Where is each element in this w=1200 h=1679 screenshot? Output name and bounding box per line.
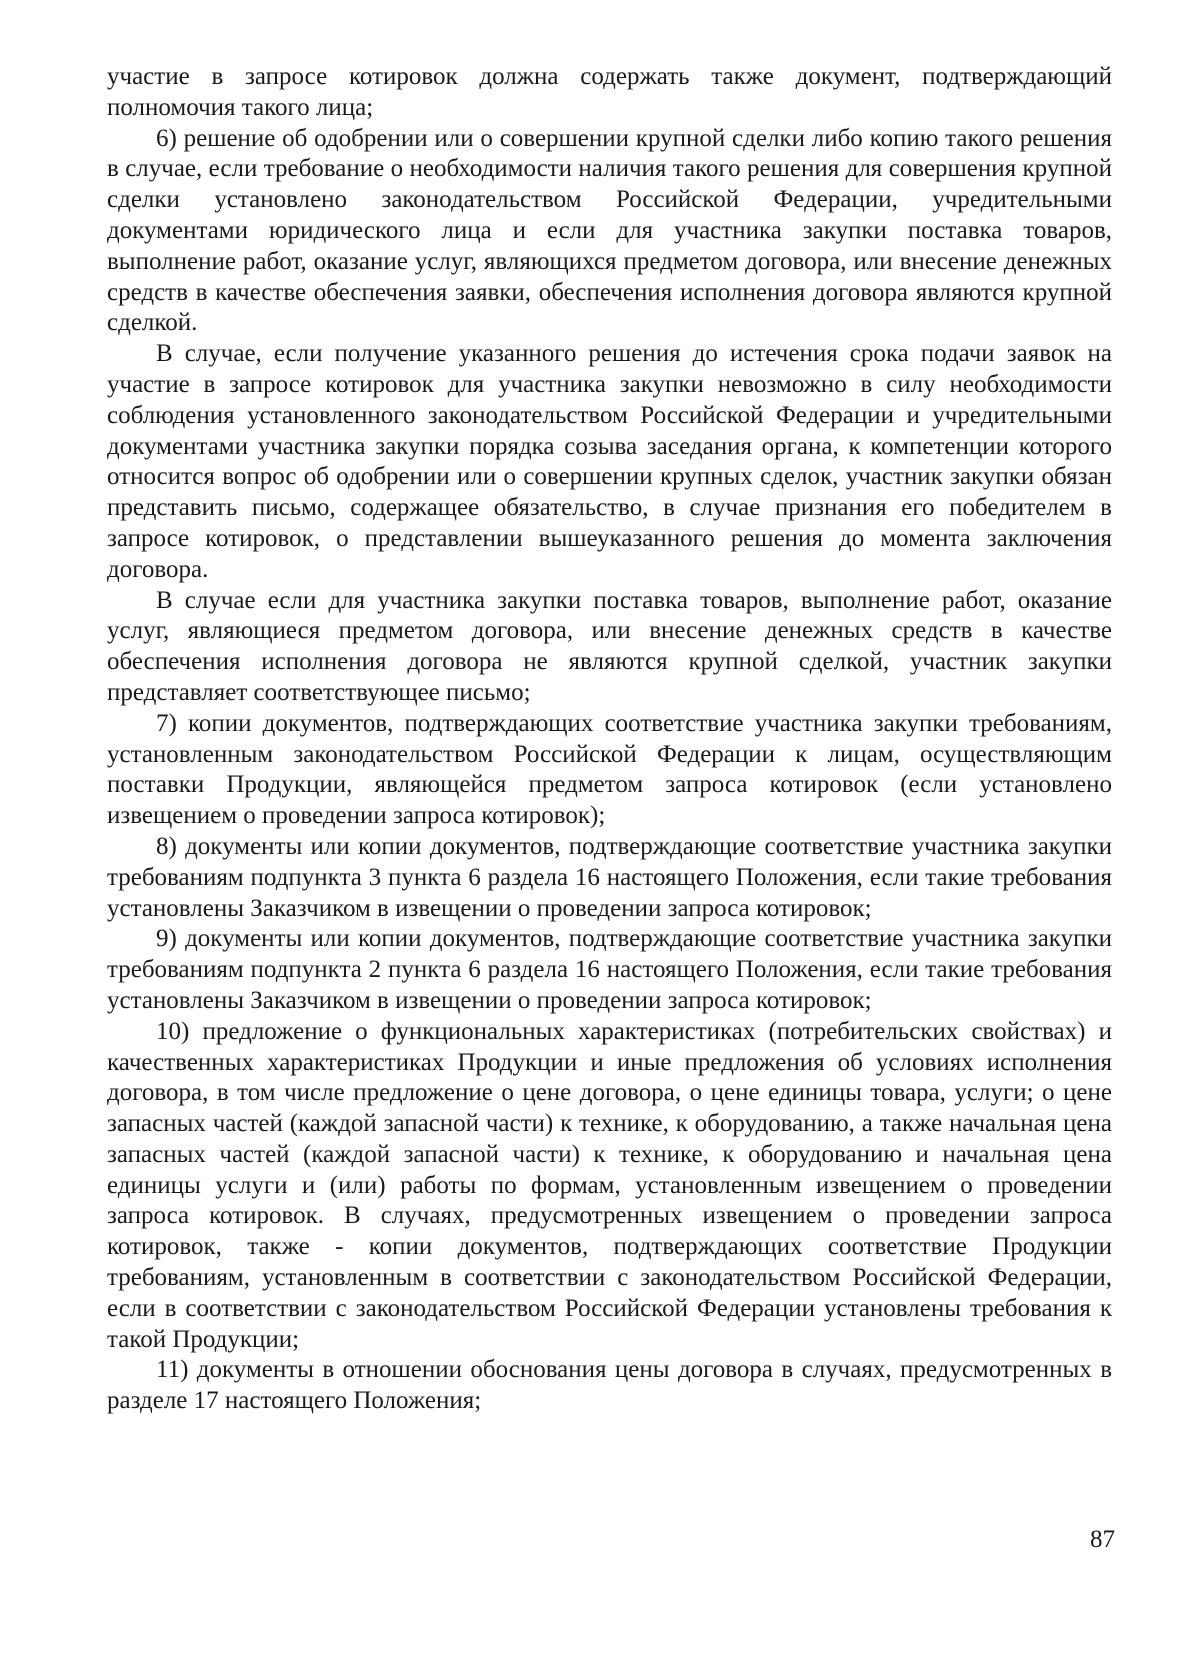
paragraph-item-9: 9) документы или копии документов, подтверждающие соответствие участника закупки требованиям подпункта 2 пункта 6 раздела 16 настоящего Положения, если такие требования установлены Заказчиком в извещении о проведении запроса котировок; <box>107 925 1112 1014</box>
paragraph-item-10: 10) предложение о функциональных характеристиках (потребительских свойствах) и качественных характеристиках Продукции и иные предложения об условиях исполнения договора, в том числе предложение о цене договора, о цене единицы товара, услуги; о цене запасных частей (каждой запасной части) к технике, к оборудованию, а также начальная цена запасных частей (каждой запасной части) к технике, к оборудованию и начальная цена единицы услуги и (или) работы по формам, установленным извещением о проведении запроса котировок. В случаях, предусмотренных извещением о проведении запроса котировок, также - копии документов, подтверждающих соответствие Продукции требованиям, установленным в соответствии с законодательством Российской Федерации, если в соответствии с законодательством Российской Федерации установлены требования к такой Продукции; <box>107 1017 1112 1353</box>
paragraph-item-7: 7) копии документов, подтверждающих соответствие участника закупки требованиям, установленным законодательством Российской Федерации к лицам, осуществляющим поставки Продукции, являющейся предметом запроса котировок (если установлено извещением о проведении запроса котировок); <box>107 709 1112 830</box>
paragraph-item-6: 6) решение об одобрении или о совершении крупной сделки либо копию такого решения в случае, если требование о необходимости наличия такого решения для совершения крупной сделки установлено законодательством Российской Федерации, учредительными документами юридического лица и если для участника закупки поставка товаров, выполнение работ, оказание услуг, являющихся предметом договора, или внесение денежных средств в качестве обеспечения заявки, обеспечения исполнения договора являются крупной сделкой. <box>107 124 1112 337</box>
page-number: 87 <box>1090 1526 1115 1553</box>
paragraph-not-large-deal: В случае если для участника закупки поставка товаров, выполнение работ, оказание услуг, являющиеся предметом договора, или внесение денежных средств в качестве обеспечения исполнения договора не являются крупной сделкой, участник закупки представляет соответствующее письмо; <box>107 586 1112 706</box>
document-text <box>107 62 1112 1417</box>
paragraph-large-deal-approval: В случае, если получение указанного решения до истечения срока подачи заявок на участие в запросе котировок для участника закупки невозможно в силу необходимости соблюдения установленного законодательством Российской Федерации и учредительными документами участника закупки порядка созыва заседания органа, к компетенции которого относится вопрос об одобрении или о совершении крупных сделок, участник закупки обязан представить письмо, содержащее обязательство, в случае признания его победителем в запросе котировок, о представлении вышеуказанного решения до момента заключения договора. <box>107 340 1112 583</box>
paragraph-item-11: 11) документы в отношении обоснования цены договора в случаях, предусмотренных в разделе 17 настоящего Положения; <box>107 1356 1112 1415</box>
paragraph-continuation: участие в запросе котировок должна содержать также документ, подтверждающий полномочия такого лица; <box>107 63 1112 121</box>
paragraph-item-8: 8) документы или копии документов, подтверждающие соответствие участника закупки требованиям подпункта 3 пункта 6 раздела 16 настоящего Положения, если такие требования установлены Заказчиком в извещении о проведении запроса котировок; <box>107 832 1112 922</box>
